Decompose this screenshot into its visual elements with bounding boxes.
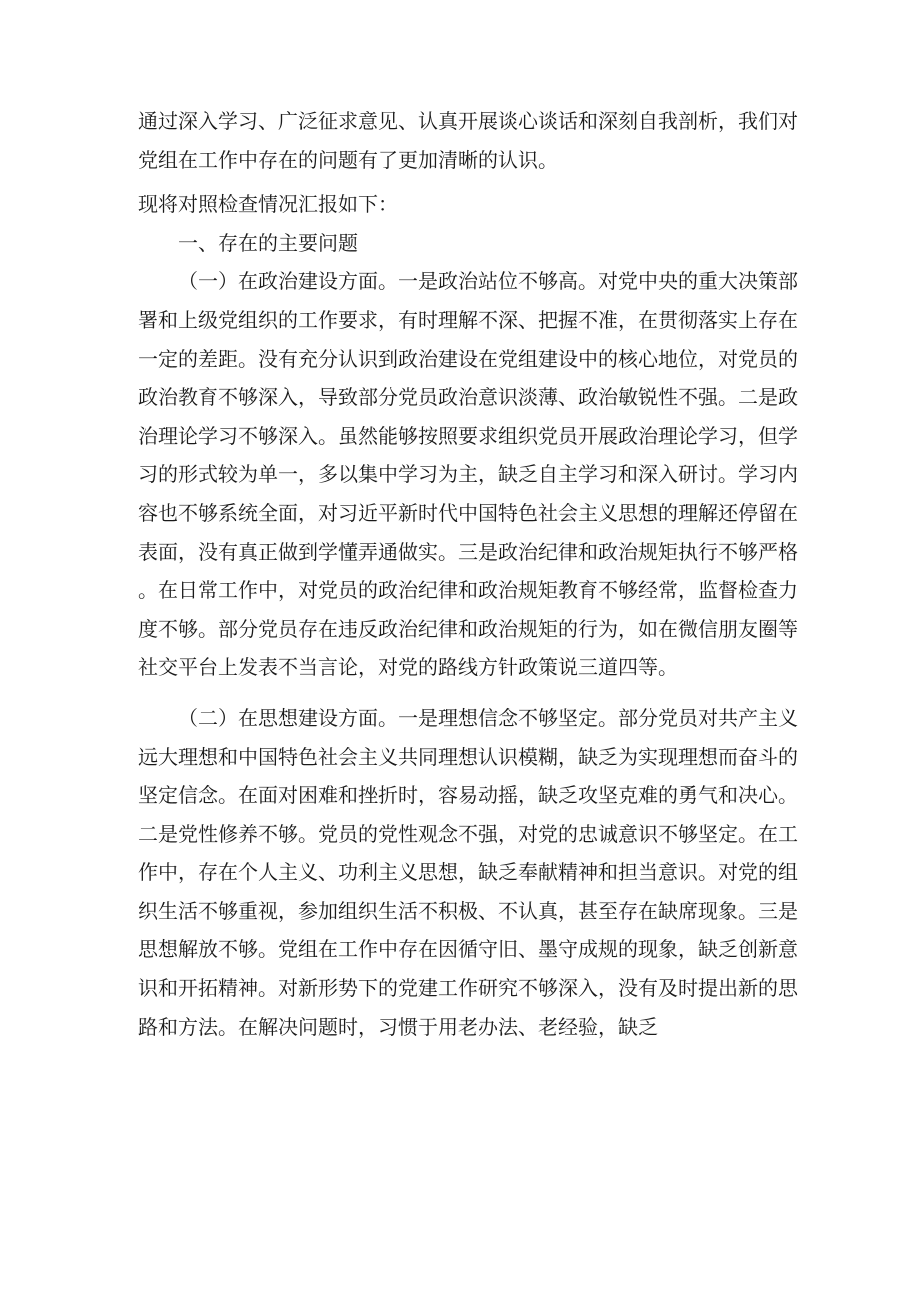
report-lead-line: 现将对照检查情况汇报如下： bbox=[138, 192, 398, 217]
intro-paragraph: 通过深入学习、广泛征求意见、认真开展谈心谈话和深刻自我剖析，我们对党组在工作中存在的问题有了更加清晰的认识。 bbox=[138, 109, 798, 172]
ideological-construction-paragraph: （二）在思想建设方面。一是理想信念不够坚定。部分党员对共产主义远大理想和中国特色社会主义共同理想认识模糊，缺乏为实现理想而奋斗的坚定信念。在面对困难和挫折时，容易动摇，缺乏攻坚克难的勇气和决心。二是党性修养不够。党员的党性观念不强，对党的忠诚意识不够坚定。在工作中，存在个人主义、功利主义思想，缺乏奉献精神和担当意识。对党的组织生活不够重视，参加组织生活不积极、不认真，甚至存在缺席现象。三是思想解放不够。党组在工作中存在因循守旧、墨守成规的现象，缺乏创新意识和开拓精神。对新形势下的党建工作研究不够深入，没有及时提出新的思路和方法。在解决问题时，习惯于用老办法、老经验，缺乏 bbox=[138, 705, 798, 1039]
section-heading: 一、存在的主要问题 bbox=[178, 230, 358, 255]
political-construction-paragraph: （一）在政治建设方面。一是政治站位不够高。对党中央的重大决策部署和上级党组织的工作要求，有时理解不深、把握不准，在贯彻落实上存在一定的差距。没有充分认识到政治建设在党组建设中的核心地位，对党员的政治教育不够深入，导致部分党员政治意识淡薄、政治敏锐性不强。二是政治理论学习不够深入。虽然能够按照要求组织党员开展政治理论学习，但学习的形式较为单一，多以集中学习为主，缺乏自主学习和深入研讨。学习内容也不够系统全面，对习近平新时代中国特色社会主义思想的理解还停留在表面，没有真正做到学懂弄通做实。三是政治纪律和政治规矩执行不够严格。在日常工作中，对党员的政治纪律和政治规矩教育不够经常，监督检查力度不够。部分党员存在违反政治纪律和政治规矩的行为，如在微信朋友圈等社交平台上发表不当言论，对党的路线方针政策说三道四等。 bbox=[138, 269, 798, 680]
document-body bbox=[138, 102, 798, 1046]
